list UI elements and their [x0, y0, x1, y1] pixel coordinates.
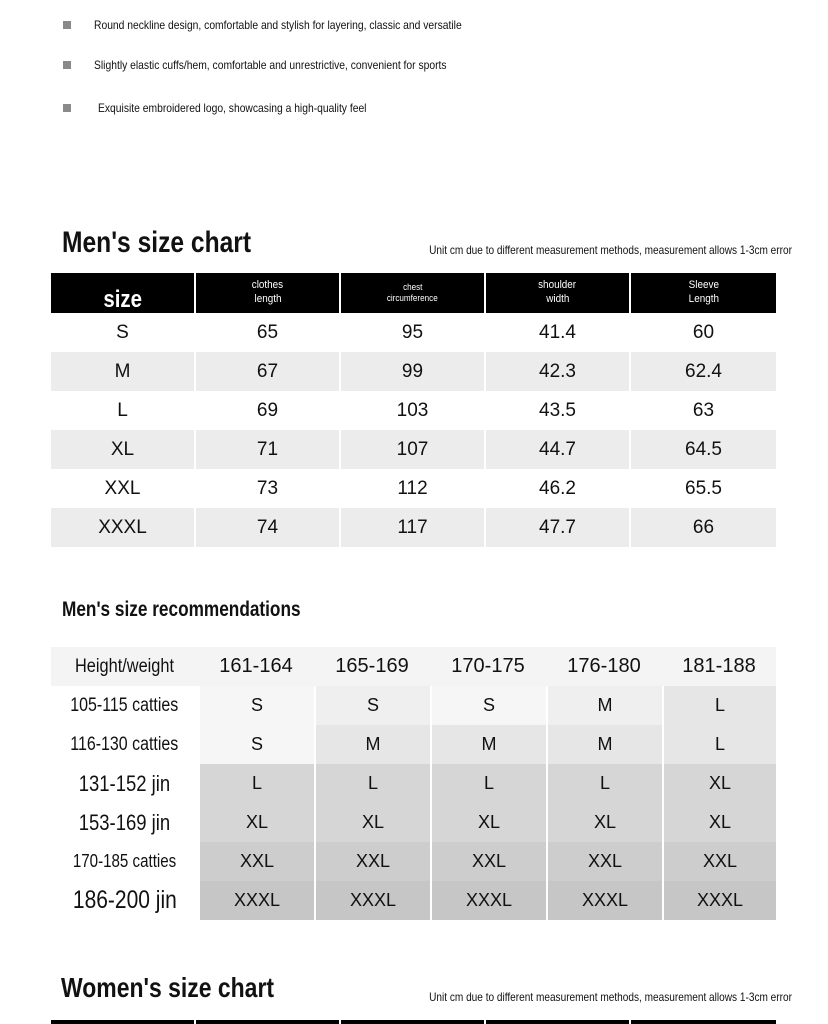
- feature-item: [63, 55, 447, 75]
- weight-label-text: 153-169 jin: [78, 809, 171, 835]
- recommended-size: XXL: [316, 842, 430, 881]
- cell-sleeve: 66: [631, 508, 776, 547]
- recommended-size: XL: [664, 803, 776, 842]
- cell-chest: 107: [341, 430, 484, 469]
- bullet-square-icon: [63, 104, 71, 112]
- cell-size: S: [51, 313, 194, 352]
- recommended-size: XXL: [664, 842, 776, 881]
- height-range: 161-164: [219, 655, 293, 677]
- feature-text: Round neckline design, comfortable and stylish for layering, classic and versatile: [94, 18, 462, 32]
- feature-item: [63, 98, 367, 118]
- recommended-size: S: [200, 686, 314, 725]
- cell-shoulder: 41.4: [486, 313, 629, 352]
- cell-chest: 99: [341, 352, 484, 391]
- header-sleeve: [631, 273, 776, 313]
- weight-label: [51, 881, 198, 920]
- size-recommendation-table: [51, 647, 776, 920]
- recommended-size: XL: [432, 803, 546, 842]
- recommended-size: XXXL: [664, 881, 776, 920]
- cell-size: XL: [51, 430, 194, 469]
- recommended-size: XL: [200, 803, 314, 842]
- recommended-size: L: [432, 764, 546, 803]
- recommended-size: S: [200, 725, 314, 764]
- cell-chest: 112: [341, 469, 484, 508]
- cell-sleeve: 65.5: [631, 469, 776, 508]
- header-chest: [341, 273, 484, 313]
- feature-item: [63, 15, 462, 35]
- cell-length: 74: [196, 508, 339, 547]
- cell-shoulder: 42.3: [486, 352, 629, 391]
- height-range: 181-188: [682, 655, 756, 677]
- cell-length: 73: [196, 469, 339, 508]
- header-label-line: circumference: [387, 293, 438, 303]
- header-size: [51, 273, 194, 313]
- weight-label-text: 131-152 jin: [78, 770, 171, 796]
- womens-size-chart-title: Women's size chart: [61, 972, 275, 1003]
- cell-chest: 103: [341, 391, 484, 430]
- recommended-size: M: [316, 725, 430, 764]
- cell-length: 71: [196, 430, 339, 469]
- cell-sleeve: 60: [631, 313, 776, 352]
- header-label-line: shoulder: [538, 279, 577, 292]
- weight-label: [51, 764, 198, 803]
- recommended-size: L: [316, 764, 430, 803]
- weight-label: [51, 686, 198, 725]
- cell-length: 65: [196, 313, 339, 352]
- recommended-size: L: [548, 764, 662, 803]
- recommended-size: XL: [316, 803, 430, 842]
- recommended-size: XXL: [548, 842, 662, 881]
- recommended-size: XL: [548, 803, 662, 842]
- cell-chest: 95: [341, 313, 484, 352]
- recommended-size: XXXL: [432, 881, 546, 920]
- bullet-square-icon: [63, 61, 71, 69]
- height-range: 165-169: [335, 655, 409, 677]
- table-row: [51, 508, 776, 547]
- table-row: [51, 313, 776, 352]
- recommended-size: S: [432, 686, 546, 725]
- cell-length: 69: [196, 391, 339, 430]
- womens-unit-note: Unit cm due to different measurement methods, measurement allows 1-3cm error: [429, 990, 792, 1004]
- table-row: [51, 430, 776, 469]
- recommended-size: XXL: [200, 842, 314, 881]
- weight-label-text: 116-130 catties: [70, 733, 179, 755]
- header-label-line: Length: [688, 293, 719, 305]
- cell-sleeve: 63: [631, 391, 776, 430]
- size-recommendations-title: Men's size recommendations: [62, 598, 301, 621]
- recommendation-row: [51, 686, 776, 725]
- recommended-size: M: [548, 725, 662, 764]
- weight-label: [51, 803, 198, 842]
- height-weight-corner: Height/weight: [74, 655, 175, 677]
- recommendation-header: [51, 647, 776, 686]
- recommended-size: XXXL: [200, 881, 314, 920]
- height-range: 176-180: [567, 655, 641, 677]
- weight-label-text: 105-115 catties: [70, 694, 179, 716]
- recommended-size: XXXL: [316, 881, 430, 920]
- header-shoulder: [486, 273, 629, 313]
- header-label-line: Sleeve: [688, 279, 719, 292]
- cell-size: XXL: [51, 469, 194, 508]
- table-row: [51, 352, 776, 391]
- recommendation-row: [51, 764, 776, 803]
- recommended-size: L: [200, 764, 314, 803]
- recommended-size: S: [316, 686, 430, 725]
- feature-text: Exquisite embroidered logo, showcasing a high-quality feel: [98, 101, 367, 115]
- recommendation-row: [51, 803, 776, 842]
- mens-unit-note: Unit cm due to different measurement methods, measurement allows 1-3cm error: [429, 243, 792, 257]
- weight-label-text: 170-185 catties: [72, 851, 177, 871]
- cell-chest: 117: [341, 508, 484, 547]
- cell-sleeve: 62.4: [631, 352, 776, 391]
- header-label-line: chest: [402, 281, 423, 292]
- recommended-size: L: [664, 686, 776, 725]
- bullet-square-icon: [63, 21, 71, 29]
- recommended-size: M: [548, 686, 662, 725]
- header-size-label: size: [103, 286, 142, 313]
- cell-shoulder: 43.5: [486, 391, 629, 430]
- height-range: 170-175: [451, 655, 525, 677]
- header-label-line: width: [545, 293, 570, 305]
- recommended-size: XL: [664, 764, 776, 803]
- weight-label-text: 186-200 jin: [72, 886, 177, 914]
- recommended-size: XXXL: [548, 881, 662, 920]
- recommended-size: M: [432, 725, 546, 764]
- header-clothes-length: [196, 273, 339, 313]
- mens-size-chart-title: Men's size chart: [62, 226, 252, 259]
- size-table-header: [51, 273, 776, 313]
- recommendation-row: [51, 881, 776, 920]
- cell-size: M: [51, 352, 194, 391]
- cell-sleeve: 64.5: [631, 430, 776, 469]
- weight-label: [51, 842, 198, 881]
- mens-size-table: [51, 273, 776, 547]
- table-row: [51, 469, 776, 508]
- womens-table-header-edge: [51, 1020, 776, 1024]
- weight-label: [51, 725, 198, 764]
- cell-shoulder: 46.2: [486, 469, 629, 508]
- cell-shoulder: 47.7: [486, 508, 629, 547]
- header-label-line: length: [253, 293, 281, 305]
- cell-size: XXXL: [51, 508, 194, 547]
- cell-length: 67: [196, 352, 339, 391]
- feature-text: Slightly elastic cuffs/hem, comfortable and unrestrictive, convenient for sports: [94, 58, 447, 72]
- cell-shoulder: 44.7: [486, 430, 629, 469]
- cell-size: L: [51, 391, 194, 430]
- recommended-size: XXL: [432, 842, 546, 881]
- recommendation-row: [51, 842, 776, 881]
- table-row: [51, 391, 776, 430]
- recommended-size: L: [664, 725, 776, 764]
- recommendation-row: [51, 725, 776, 764]
- header-label-line: clothes: [251, 279, 284, 292]
